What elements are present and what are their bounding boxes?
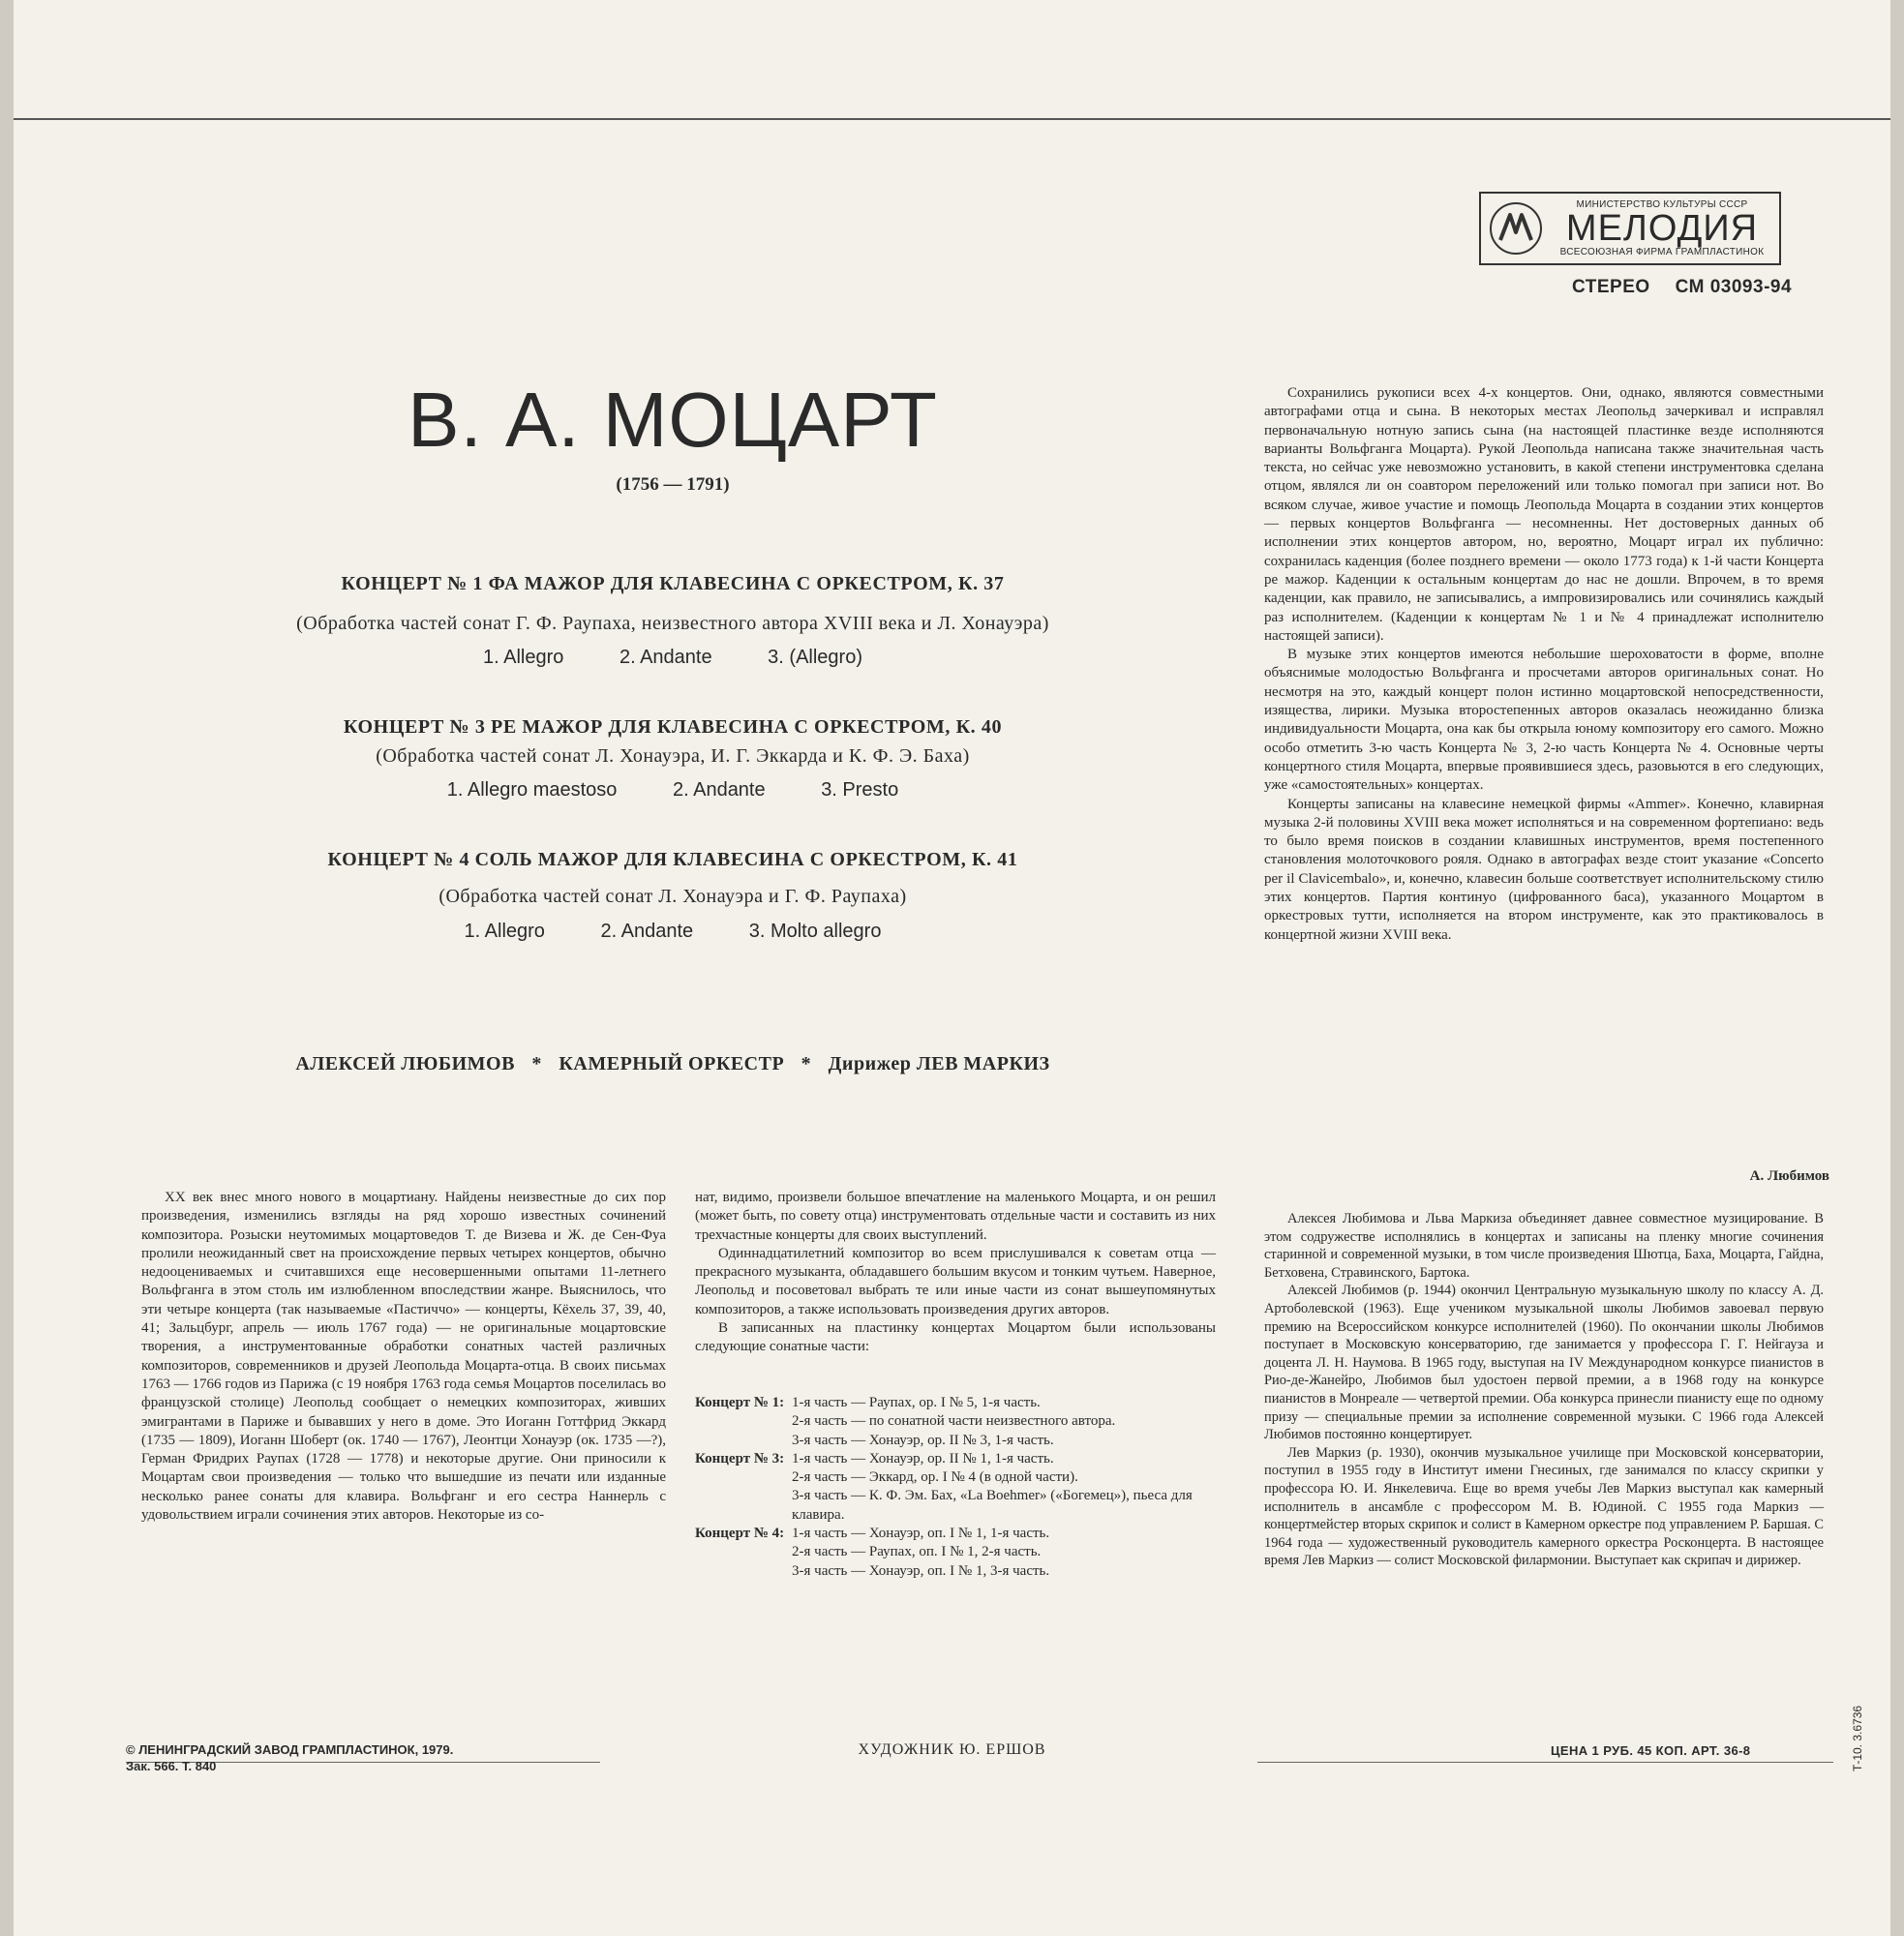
logo-brand: МЕЛОДИЯ — [1565, 208, 1759, 249]
bio-paragraph: Алексей Любимов (р. 1944) окончил Центральную музыкальную школу по классу А. Д. Артоболевской (1963). Еще учеником музыкальной школы Любимов завоевал первую премию на Всероссийском конкурсе исполнителей (1960). По окончании школы Любимов поступает в Московскую консерваторию, где занимается у профессора Г. Г. Нейгауза и доцента Л. Н. Наумова. В 1965 году, выступая на IV Международном конкурсе пианистов в Рио-де-Жанейро, Любимов был удостоен первой премии, а в 1968 году на конкурсе пианистов в Монреале — четвертой премии. Оба конкурса принесли пианисту еще по одному призу — специальные премии за исполнение современной музыки. С 1966 года Алексей Любимов постоянно концертирует. — [1264, 1283, 1824, 1443]
movement: 1. Allegro — [464, 921, 545, 942]
movement: 1. Allegro — [483, 647, 564, 668]
footer-rule-right — [1257, 1762, 1833, 1763]
source-row — [695, 1543, 1218, 1561]
source-row — [695, 1562, 1218, 1581]
sleeve-edge-right — [1890, 0, 1904, 1936]
biography-column — [1264, 1210, 1824, 1570]
logo-firm: ВСЕСОЮЗНАЯ ФИРМА ГРАМПЛАСТИНОК — [1559, 247, 1765, 257]
footer-artist: ХУДОЖНИК Ю. ЕРШОВ — [858, 1741, 1046, 1758]
source-part: 3-я часть — К. Ф. Эм. Бах, «La Boehmer» («Богемец»), пьеса для клавира. — [792, 1488, 1193, 1523]
movement: 2. Andante — [672, 779, 766, 801]
source-concerto: Концерт № 1: — [695, 1395, 785, 1410]
logo-text — [1545, 199, 1779, 257]
source-row — [695, 1525, 1218, 1543]
source-part: 1-я часть — Раупах, ор. I № 5, 1-я часть. — [792, 1395, 1041, 1410]
stereo-label: СТЕРЕО — [1572, 277, 1650, 297]
source-part: 2-я часть — по сонатной части неизвестного автора. — [792, 1413, 1116, 1430]
composer-name: В. А. МОЦАРТ — [408, 377, 938, 463]
source-concerto: Концерт № 3: — [695, 1450, 785, 1467]
bio-paragraph: Алексея Любимова и Льва Маркиза объединяет давнее совместное музицирование. В этом содружестве исполнялись в концертах и записаны на пленку многие сочинения старинной и современной музыки, в том числе произведения Шютца, Баха, Моцарта, Гайдна, Бетховена, Стравинского, Бартока. — [1264, 1211, 1824, 1281]
movement: 3. (Allegro) — [768, 647, 862, 668]
concerto-4-movements — [0, 921, 1345, 943]
bio-paragraph: Лев Маркиз (р. 1930), окончив музыкальное училище при Московской консерватории, поступил в 1955 году в Институт имени Гнесиных, где занимался по классу скрипки у профессора Ю. И. Янкелевича. Еще во время учебы Лев Маркиз выступал как камерный исполнитель в ансамбле с профессором М. В. Юдиной. С 1955 года Маркиз — концертмейстер вторых скрипок и солист в Камерном оркестре под управлением Р. Баршая. С 1964 года — художественный руководитель камерного оркестра Росконцерта. В настоящее время Лев Маркиз — солист Московской филармонии. Выступает как скрипач и дирижер. — [1264, 1444, 1824, 1569]
sleeve-edge-left — [0, 0, 14, 1936]
concerto-3-title: КОНЦЕРТ № 3 РЕ МАЖОР ДЛЯ КЛАВЕСИНА С ОРКЕСТРОМ, К. 40 — [343, 716, 1003, 738]
melodiya-logo — [1479, 192, 1781, 265]
footer-price: ЦЕНА 1 РУБ. 45 КОП. АРТ. 36-8 — [1551, 1743, 1751, 1758]
concerto-3-subtitle: (Обработка частей сонат Л. Хонауэра, И. Г. Эккарда и К. Ф. Э. Баха) — [376, 745, 970, 767]
source-part: 2-я часть — Эккард, ор. I № 4 (в одной части). — [792, 1469, 1078, 1486]
notes-paragraph: Концерты записаны на клавесине немецкой фирмы «Ammer». Конечно, клавирная музыка 2-й половины XVIII века может исполняться и на современном фортепиано: ведь то было время поисков в создании клавишных инструментов, время постепенного становления молоточкового рояля. Однако в автографах везде стоит указание «Concerto per il Clavicembalo», и, конечно, клавесин больше соответствует исполнительскому стилю этих концертов. Партия континуо (цифрованного баса), указанного Моцартом в оркестровых тутти, исполняется на втором инструменте, как это практиковалось в концертной жизни XVIII века. — [1264, 796, 1824, 943]
movement: 3. Presto — [821, 779, 899, 801]
soloist: АЛЕКСЕЙ ЛЮБИМОВ — [295, 1053, 515, 1074]
conductor: Дирижер ЛЕВ МАРКИЗ — [828, 1053, 1050, 1074]
movement: 1. Allegro maestoso — [446, 779, 618, 801]
notes-paragraph: нат, видимо, произвели большое впечатление на маленького Моцарта, и он решил (может быть, по совету отца) инструментовать отдельные части и составить из них трехчастные концерты для своих выступлений. — [695, 1190, 1216, 1243]
source-part: 2-я часть — Раупах, оп. I № 1, 2-я часть. — [792, 1544, 1042, 1560]
source-row — [695, 1412, 1218, 1431]
concerto-1-movements — [0, 647, 1345, 669]
source-concerto — [695, 1487, 792, 1525]
logo-ministry: МИНИСТЕРСТВО КУЛЬТУРЫ СССР — [1576, 199, 1748, 210]
catalog-number: СМ 03093-94 — [1675, 277, 1793, 297]
concerto-3-movements — [0, 779, 1345, 802]
concerto-4-title: КОНЦЕРТ № 4 СОЛЬ МАЖОР ДЛЯ КЛАВЕСИНА С ОРКЕСТРОМ, К. 41 — [327, 849, 1018, 870]
source-concerto — [695, 1543, 792, 1561]
notes-paragraph: XX век внес много нового в моцартиану. Найдены неизвестные до сих пор произведения, изменились взгляды на ряд хорошо известных сочинений композитора. Розыски неутомимых моцартоведов Т. де Визева и Ж. де Сен-Фуа пролили неожиданный свет на происхождение первых четырех концертов, обычно недооцениваемых и считавшихся еще несовершенными опытами 11-летнего Вольфганга в этом столь им излюбленном впоследствии жанре. Выяснилось, что эти четыре концерта (так называемые «Пастиччо» — концерты, Кёхель 37, 39, 40, 41; Зальцбург, апрель — июль 1767 года) — не оригинальные моцартовские творения, а инструментованные обработки сонатных частей различных композиторов, современников и друзей Леопольда Моцарта-отца. В своих письмах 1763 — 1766 годов из Парижа (с 19 ноября 1763 года семья Моцартов поселилась во французской столице) Леопольд сообщает о немецких композиторах, живших эмигрантами в Париже и бывавших у него в доме. Это Иоганн Готтфрид Эккард (1735 — 1809), Иоганн Шоберт (ок. 1740 — 1767), Леонтци Хонауэр (ок. 1735 —?), Герман Фридрих Раупах (1728 — 1778) и некоторые другие. Они приносили к Моцартам свои произведения — только что вышедшие из печати или изданные несколько ранее сонаты для клавира. Вольфганг и его сестра Наннерль с удовольствием играли сочинения этих авторов. Некоторые из со- — [141, 1190, 666, 1524]
source-part: 1-я часть — Хонауэр, оп. I № 1, 1-я часть. — [792, 1526, 1050, 1542]
separator: * — [801, 1053, 812, 1074]
melodiya-emblem-icon — [1487, 199, 1545, 257]
source-concerto — [695, 1468, 792, 1487]
source-row — [695, 1432, 1218, 1450]
order-text: Зак. 566. Т. 840 — [126, 1759, 217, 1773]
source-row — [695, 1468, 1218, 1487]
notes-paragraph: В записанных на пластинку концертах Моцартом были использованы следующие сонатные части: — [695, 1320, 1216, 1355]
concerto-4-subtitle: (Обработка частей сонат Л. Хонауэра и Г. Ф. Раупаха) — [438, 886, 907, 907]
concerto-1-subtitle: (Обработка частей сонат Г. Ф. Раупаха, неизвестного автора XVIII века и Л. Хонауэра) — [296, 613, 1049, 634]
top-rule — [14, 118, 1890, 120]
composer-years: (1756 — 1791) — [616, 474, 730, 495]
source-part: 3-я часть — Хонауэр, ор. II № 3, 1-я часть. — [792, 1432, 1054, 1448]
source-row — [695, 1487, 1218, 1525]
performers-line — [0, 1053, 1345, 1075]
source-part: 3-я часть — Хонауэр, оп. I № 1, 3-я часть. — [792, 1562, 1050, 1579]
movement: 2. Andante — [619, 647, 712, 668]
notes-right-column — [1264, 384, 1824, 945]
source-concerto — [695, 1432, 792, 1450]
orchestra: КАМЕРНЫЙ ОРКЕСТР — [559, 1053, 785, 1074]
source-concerto: Концерт № 4: — [695, 1526, 785, 1542]
source-concerto — [695, 1412, 792, 1431]
catalog-info — [1572, 277, 1792, 298]
notes-left-column — [141, 1189, 666, 1525]
notes-paragraph: Сохранились рукописи всех 4-х концертов. Они, однако, являются совместными автографами отца и сына. В некоторых местах Леопольд зачеркивал и исправлял первоначальную нотную запись сына (на настоящей пластинке везде исполняются варианты Вольфганга Моцарта). Рукой Леопольда написана также значительная часть текста, но сейчас уже невозможно установить, в какой степени инструментовка сделана отцом, являлся ли он соавтором переложений или только помогал при записи нот. Во всяком случае, живое участие и помощь Леопольда Моцарта в создании этих концертов — первых концертов Вольфганга — несомненны. Нет достоверных данных об исполнении этих концертов автором, но, вероятно, Моцарт играл их публично: сохранилась каденция (более позднего времени — около 1773 года) к 1-й части Концерта ре мажор. Каденции к остальным концертам до нас не дошли. Впрочем, в то время каденции, как правило, не записывались, а импровизировались или сочинялись каждый раз исполнителем. (Каденции к концертам № 1 и № 4 принадлежат исполнителю настоящей записи). — [1264, 385, 1824, 644]
source-part: 1-я часть — Хонауэр, ор. II № 1, 1-я часть. — [792, 1450, 1054, 1467]
movement: 2. Andante — [600, 921, 694, 942]
notes-paragraph: В музыке этих концертов имеются небольшие шероховатости в форме, вполне объяснимые молодостью Вольфганга и просчетами авторов оригинальных сонат. Но несмотря на это, каждый концерт полон истинно моцартовской непосредственности, изящества, лирики. Музыка второстепенных авторов оказалась неожиданно близка индивидуальности Моцарта, она как бы открыла юному композитору его самого. Можно особо отметить 3-ю часть Концерта № 3, 2-ю часть Концерта № 4. Основные черты концертного стиля Моцарта, впервые проявившиеся здесь, разовьются в его следующих, уже «самостоятельных» концертах. — [1264, 647, 1824, 794]
side-code: Т-10. 3.6736 — [1851, 1705, 1864, 1771]
movement: 3. Molto allegro — [748, 921, 882, 942]
publisher-text: © ЛЕНИНГРАДСКИЙ ЗАВОД ГРАМПЛАСТИНОК, 1979. — [126, 1742, 454, 1757]
source-row — [695, 1450, 1218, 1468]
notes-signature: А. Любимов — [1749, 1168, 1829, 1184]
notes-middle-column — [695, 1189, 1216, 1357]
source-row — [695, 1394, 1218, 1412]
source-concerto — [695, 1562, 792, 1581]
separator: * — [531, 1053, 542, 1074]
sources-list — [695, 1394, 1218, 1581]
notes-paragraph: Одиннадцатилетний композитор во всем прислушивался к советам отца — прекрасного музыканта, обладавшего большим вкусом и тонким чутьем. Наверное, Леопольд и посоветовал выбрать те или иные части из сонат вышеупомянутых композиторов, а также использовать произведения других авторов. — [695, 1245, 1216, 1317]
concerto-1-title: КОНЦЕРТ № 1 ФА МАЖОР ДЛЯ КЛАВЕСИНА С ОРКЕСТРОМ, К. 37 — [341, 573, 1005, 594]
